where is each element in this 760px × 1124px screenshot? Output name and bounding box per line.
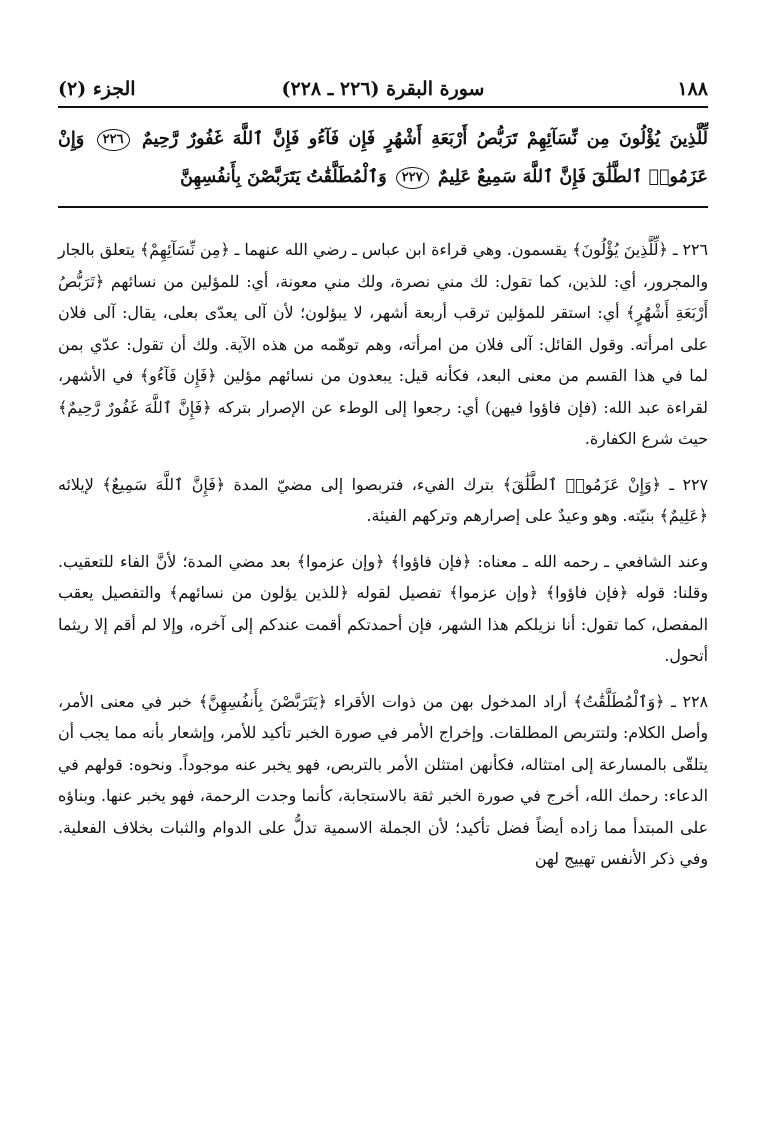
commentary-paragraph-226: ٢٢٦ ـ ﴿لِّلَّذِينَ يُؤْلُونَ﴾ يقسمون. وهي قراءة ابن عباس ـ رضي الله عنهما ـ ﴿مِن نِّسَآئِهِمْ﴾ يتعلق بالجار والمجرور، أي: للذين، كما تقول: لك مني نصرة، ولك مني معونة، أي: للمؤلين من نسائهم ﴿تَرَبُّصُ أَرْبَعَةِ أَشْهُرٍ﴾ أي: استقر للمؤلين ترقب أربعة أشهر، لا يبؤلون؛ لأن آلى يعدّى بعلى، يقال: آلى فلان على امرأته. وقول القائل: آلى فلان من امرأته، وهم توهّمه من هذه الآية. ولك أن تقول: عدّي بمن لما في هذا القسم من معنى البعد، فكأنه قيل: يبعدون من نسائهم مؤلين ﴿فَإِن فَآءُو﴾ في الأشهر، لقراءة عبد الله: (فإن فاؤوا فيهن) أي: رجعوا إلى الوطء عن الإصرار بتركه ﴿فَإِنَّ ٱللَّهَ غَفُورٌ رَّحِيمٌ﴾ حيث شرع الكفارة. [58, 240, 708, 448]
page-number: ١٨٨ [677, 78, 708, 100]
verse-marker-227: ٢٢٧ [396, 167, 429, 189]
verse-marker-226: ٢٢٦ [97, 129, 130, 151]
surah-title: سورة البقرة (٢٢٦ ـ ٢٢٨) [281, 78, 485, 100]
commentary-paragraph-228: ٢٢٨ ـ ﴿وَٱلْمُطَلَّقَٰتُ﴾ أراد المدخول بهن من ذوات الأقراء ﴿يَتَرَبَّصْنَ بِأَنفُسِهِنَّ﴾ خبر في معنى الأمر، وأصل الكلام: ولتتربص المطلقات. وإخراج الأمر في صورة الخبر تأكيد للأمر، وإشعار بأنه مما يجب أن يتلقّى بالمسارعة إلى امتثاله، فكأنهن امتثلن الأمر بالتربص، فهو يخبر عنه موجوداً. ونحوه: قولهم في الدعاء: رحمك الله، أخرج في صورة الخبر ثقة بالاستجابة، كأنما وجدت الرحمة، فهو يخبر عنها. وبناؤه على المبتدأ مما زاده أيضاً فضل تأكيد؛ لأن الجملة الاسمية تدلُّ على الدوام والثبات بخلاف الفعلية. وفي ذكر الأنفس تهييج لهن [58, 691, 708, 868]
verse-226-text: لِّلَّذِينَ يُؤْلُونَ مِن نِّسَآئِهِمْ تَرَبُّصُ أَرْبَعَةِ أَشْهُرٍ فَإِن فَآءُو فَإِنَّ ٱللَّهَ غَفُورٌ رَّحِيمٌ [142, 129, 708, 149]
verse-228-text: وَٱلْمُطَلَّقَٰتُ يَتَرَبَّصْنَ بِأَنفُسِهِنَّ [180, 167, 387, 187]
juz-label: الجزء (٢) [58, 78, 136, 100]
book-page [58, 70, 708, 889]
header-divider [58, 106, 708, 108]
page-header [58, 70, 708, 104]
quran-verses [58, 120, 708, 196]
commentary [58, 234, 708, 875]
verses-divider [58, 206, 708, 208]
commentary-paragraph-227: ٢٢٧ ـ ﴿وَإِنْ عَزَمُوا۟ ٱلطَّلَٰقَ﴾ بترك الفيء، فتربصوا إلى مضيّ المدة ﴿فَإِنَّ ٱللَّهَ سَمِيعٌ﴾ لإيلائه ﴿عَلِيمٌ﴾ بنيّته. وهو وعيدٌ على إصرارهم وتركهم الفيئة. [58, 474, 708, 525]
commentary-paragraph-shafii: وعند الشافعي ـ رحمه الله ـ معناه: ﴿فإن فاؤوا﴾ ﴿وإن عزموا﴾ بعد مضي المدة؛ لأنَّ الفاء للتعقيب. وقلنا: قوله ﴿فإن فاؤوا﴾ ﴿وإن عزموا﴾ تفصيل لقوله ﴿للذين يؤلون من نسائهم﴾ والتفصيل يعقب المفصل، كما تقول: أنا نزيلكم هذا الشهر، فإن أحمدتكم أقمت عندكم إلى آخره، وإلا لم أقم إلا ريثما أتحول. [58, 551, 708, 665]
verse-227-text: وَإِنْ عَزَمُوا۟ ٱلطَّلَٰقَ فَإِنَّ ٱللَّهَ سَمِيعٌ عَلِيمٌ [58, 129, 708, 187]
